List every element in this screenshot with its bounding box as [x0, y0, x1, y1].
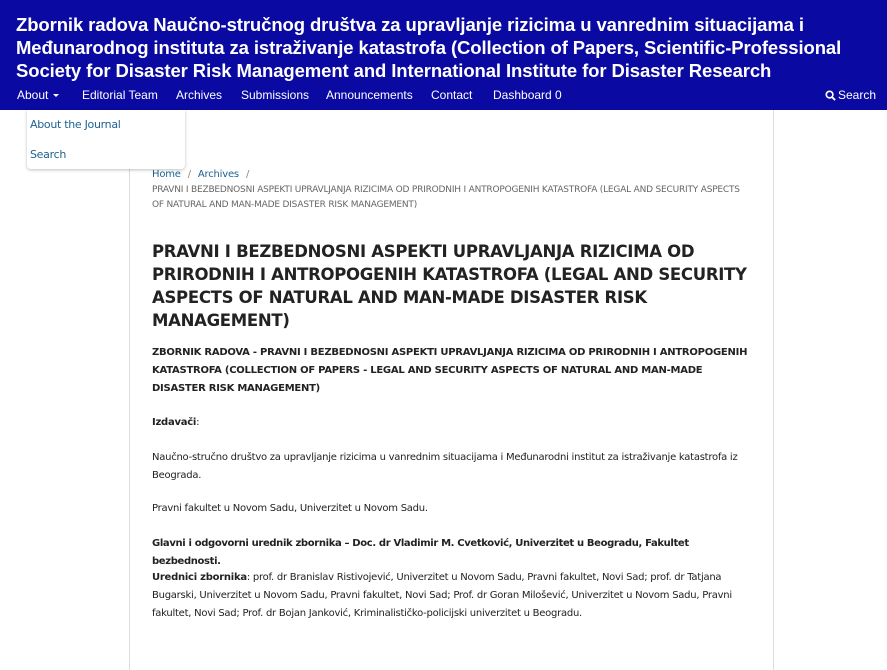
publishers-heading: [152, 414, 752, 432]
primary-nav: [0, 84, 887, 106]
dropdown-item-search[interactable]: Search: [30, 148, 66, 161]
breadcrumb: [152, 169, 256, 180]
nav-item-submissions[interactable]: Submissions: [241, 88, 310, 102]
issue-title: PRAVNI I BEZBEDNOSNI ASPEKTI UPRAVLJANJA RIZICIMA OD PRIRODNIH I ANTROPOGENIH KATASTROFA (LEGAL AND SECURITY ASPECTS OF NATURAL AND MAN-MADE DISASTER RISK MANAGEMENT): [152, 242, 747, 330]
editors-text: : prof. dr Branislav Ristivojević, Univerzitet u Novom Sadu, Pravni fakultet, Novi Sad; prof. dr Tatjana Bugarski, Univerzitet u Novom Sadu, Pravni fakultet, Novi Sad; Prof. dr Goran Milošević, Univerzitet u Novom Sadu, Pravni fakultet, Novi Sad; Prof. dr Bojan Janković, Kriminalističko-policijski univerzitet u Beogradu.: [152, 572, 732, 619]
publishers-colon: :: [196, 417, 200, 428]
breadcrumb-separator: /: [245, 169, 250, 180]
about-dropdown-menu: [27, 110, 185, 169]
search-link[interactable]: [825, 88, 876, 102]
caret-down-icon: [53, 94, 59, 97]
search-label: Search: [837, 88, 876, 102]
nav-item-about[interactable]: [17, 88, 59, 102]
editors: [152, 569, 752, 623]
editors-label: Urednici zbornika: [152, 572, 247, 583]
dropdown-item-about-the-journal[interactable]: About the Journal: [30, 118, 121, 131]
editor-in-chief: Glavni i odgovorni urednik zbornika – Doc. dr Vladimir M. Cvetković, Univerzitet u Beogradu, Fakultet bezbednosti.: [152, 538, 689, 567]
breadcrumb-separator: /: [187, 169, 191, 180]
nav-item-label: About: [17, 88, 49, 102]
nav-item-archives[interactable]: Archives: [176, 88, 223, 102]
publisher-1: Naučno-stručno društvo za upravljanje rizicima u vanrednim situacijama i Međunarodni institut za istraživanje katastrofa iz Beograda.: [152, 452, 738, 481]
issue-subtitle: ZBORNIK RADOVA - PRAVNI I BEZBEDNOSNI ASPEKTI UPRAVLJANJA RIZICIMA OD PRIRODNIH I ANTROPOGENIH KATASTROFA (COLLECTION OF PAPERS - LEGAL AND SECURITY ASPECTS OF NATURAL AND MAN-MADE DISASTER RISK MANAGEMENT): [152, 347, 748, 394]
breadcrumb-current: PRAVNI I BEZBEDNOSNI ASPEKTI UPRAVLJANJA RIZICIMA OD PRIRODNIH I ANTROPOGENIH KATASTROFA (LEGAL AND SECURITY ASPECTS OF NATURAL AND MAN-MADE DISASTER RISK MANAGEMENT): [152, 185, 740, 210]
search-icon: [825, 90, 836, 101]
nav-item-announcements[interactable]: Announcements: [326, 88, 413, 102]
site-header: [0, 0, 887, 110]
breadcrumb-home[interactable]: Home: [152, 169, 181, 180]
nav-item-editorial-team[interactable]: Editorial Team: [82, 88, 158, 102]
site-title[interactable]: Zbornik radova Naučno-stručnog društva za upravljanje rizicima u vanrednim situacijama i Međunarodnog instituta za istraživanje katastrofa (Collection of Papers, Scientific-Professional Society for Disaster Risk Management and International Institute for Disaster Research: [16, 14, 842, 81]
publisher-2: Pravni fakultet u Novom Sadu, Univerzitet u Novom Sadu.: [152, 503, 428, 514]
nav-item-contact[interactable]: Contact: [431, 88, 473, 102]
publishers-label: Izdavači: [152, 417, 197, 428]
breadcrumb-archives[interactable]: Archives: [197, 169, 239, 180]
nav-item-dashboard[interactable]: Dashboard 0: [493, 88, 562, 102]
